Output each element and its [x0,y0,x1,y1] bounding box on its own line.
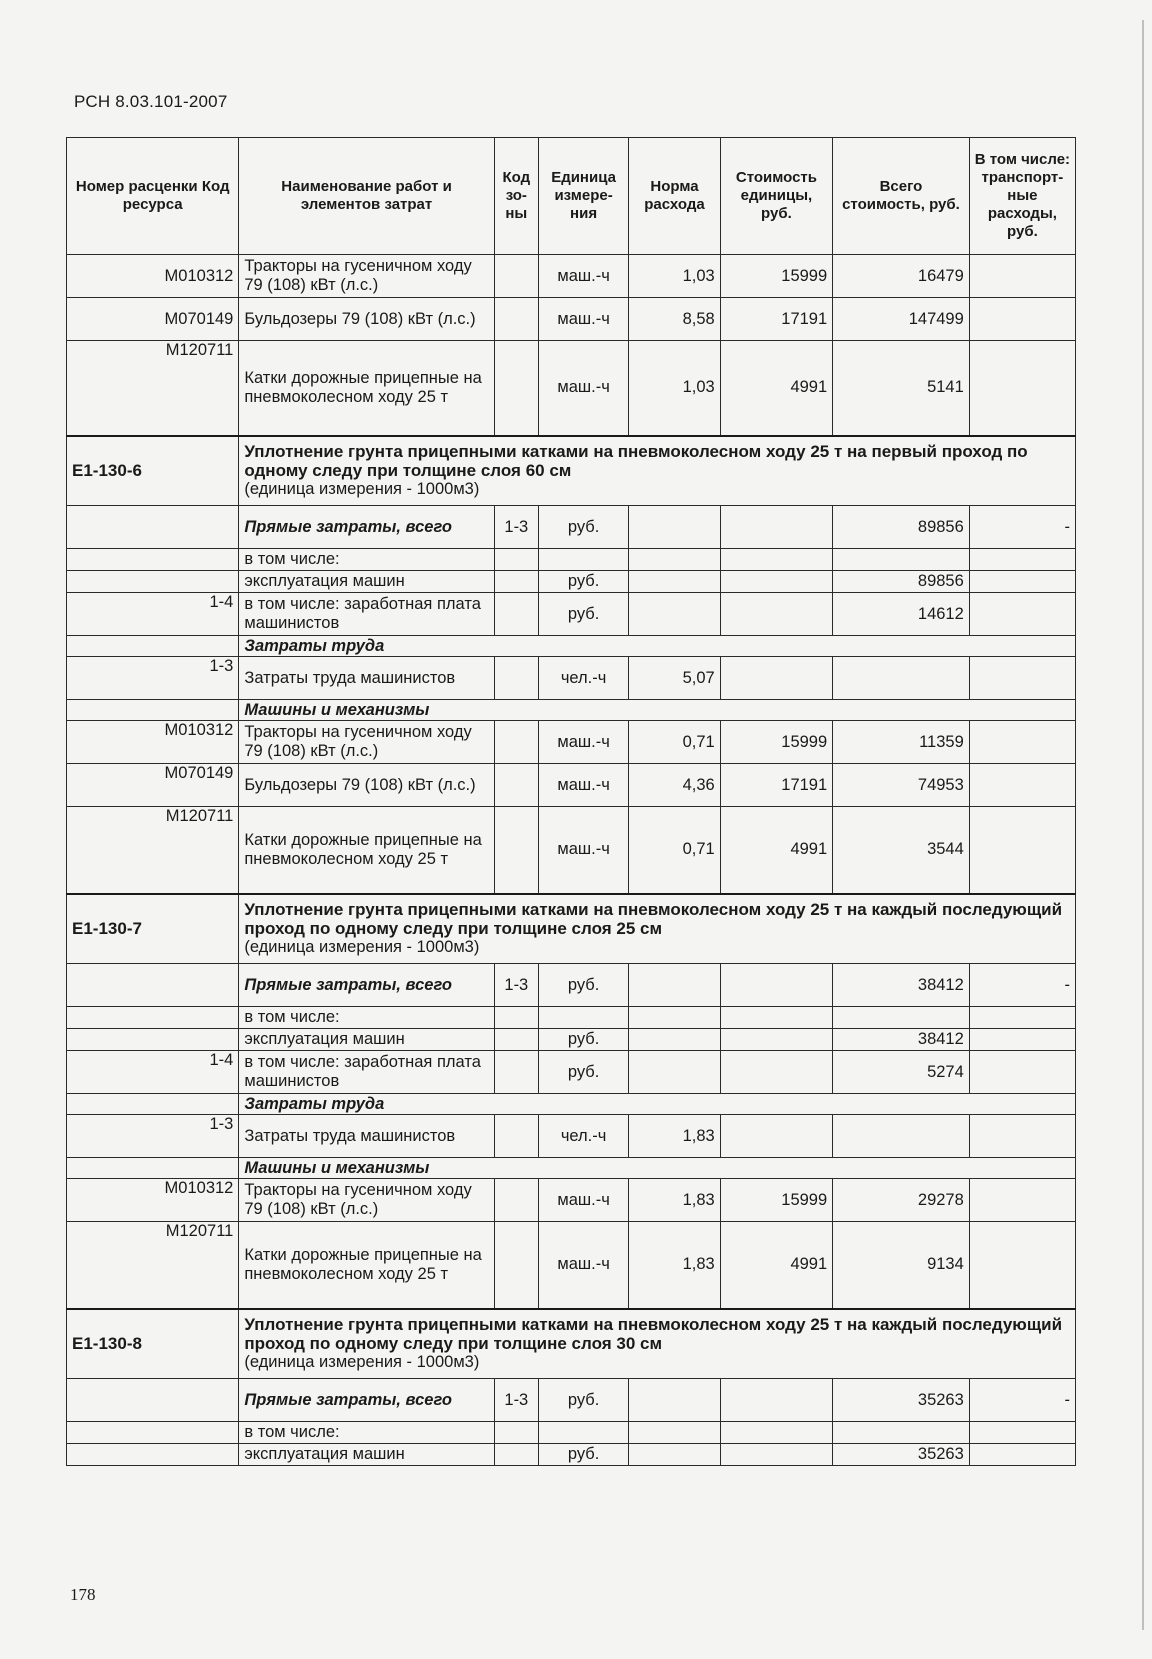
norm-cell: 4,36 [629,764,720,807]
table-row [67,721,1076,764]
table-row [67,1222,1076,1309]
total-cell: 38412 [833,964,970,1007]
empty-cell [833,549,970,571]
empty-cell [720,506,832,549]
total-cell: 38412 [833,1029,970,1051]
price-cell: 15999 [720,721,832,764]
resource-code: М120711 [67,341,239,436]
unit-cell: маш.-ч [538,807,628,894]
direct-costs-row [67,1379,1076,1422]
machine-operation-label: эксплуатация машин [239,571,494,593]
table-row [67,807,1076,894]
resource-name: Катки дорожные прицепные на пневмоколесном ходу 25 т [239,341,494,436]
total-cell: 89856 [833,506,970,549]
empty-cell [629,964,720,1007]
empty-cell [629,593,720,636]
empty-cell [67,636,239,657]
unit-cell: руб. [538,571,628,593]
empty-cell [538,549,628,571]
section-title: Уплотнение грунта прицепными катками на пневмоколесном ходу 25 т на первый проход по одному следу при толщине слоя 60 см [244,442,1028,481]
resource-name: Тракторы на гусеничном ходу 79 (108) кВт (л.с.) [239,1179,494,1222]
subheader-row [67,1094,1076,1115]
unit-cell: маш.-ч [538,255,628,298]
unit-cell: маш.-ч [538,298,628,341]
unit-cell: руб. [538,1051,628,1094]
empty-cell [969,593,1075,636]
zone-cell [494,298,538,341]
total-cell: 3544 [833,807,970,894]
section-header-row [67,1309,1076,1379]
empty-cell [67,1158,239,1179]
including-row [67,1007,1076,1029]
norm-cell: 1,03 [629,341,720,436]
empty-cell [494,571,538,593]
empty-cell [67,1029,239,1051]
price-cell: 4991 [720,1222,832,1309]
norm-cell: 0,71 [629,721,720,764]
transport-cell [969,298,1075,341]
empty-cell [720,1007,832,1029]
transport-cell [969,341,1075,436]
total-cell: 147499 [833,298,970,341]
resource-code: М010312 [67,255,239,298]
empty-cell [494,1222,538,1309]
empty-cell [629,549,720,571]
col-header-unit: Единица измере-ния [538,138,628,255]
empty-cell [720,1422,832,1444]
salary-row [67,1051,1076,1094]
resource-code: М010312 [67,1179,239,1222]
empty-cell [629,1051,720,1094]
zone-cell [494,255,538,298]
direct-costs-label: Прямые затраты, всего [239,964,494,1007]
transport-cell [969,255,1075,298]
resource-code: 1-4 [67,1051,239,1094]
empty-cell [720,1444,832,1466]
resource-name: Тракторы на гусеничном ходу 79 (108) кВт (л.с.) [239,255,494,298]
resource-name: Бульдозеры 79 (108) кВт (л.с.) [239,764,494,807]
unit-cell: руб. [538,1029,628,1051]
empty-cell [969,1444,1075,1466]
labor-label: Затраты труда машинистов [239,1115,494,1158]
total-cell: 74953 [833,764,970,807]
col-header-norm: Норма расхода [629,138,720,255]
unit-cell: маш.-ч [538,1222,628,1309]
direct-costs-label: Прямые затраты, всего [239,506,494,549]
empty-cell [67,1444,239,1466]
section-title-cell [239,1309,1076,1379]
price-cell: 17191 [720,298,832,341]
empty-cell [720,571,832,593]
empty-cell [720,1379,832,1422]
empty-cell [629,1444,720,1466]
labor-label: Затраты труда машинистов [239,657,494,700]
total-cell: 9134 [833,1222,970,1309]
norm-cell: 1,83 [629,1179,720,1222]
empty-cell [720,1051,832,1094]
total-cell: 11359 [833,721,970,764]
empty-cell [67,571,239,593]
machine-operation-label: эксплуатация машин [239,1029,494,1051]
total-cell: 5141 [833,341,970,436]
salary-row [67,593,1076,636]
transport-cell: - [969,964,1075,1007]
empty-cell [969,549,1075,571]
empty-cell [67,700,239,721]
total-cell: 35263 [833,1379,970,1422]
empty-cell [720,657,832,700]
empty-cell [629,1029,720,1051]
empty-cell [969,1222,1075,1309]
total-cell: 29278 [833,1179,970,1222]
empty-cell [720,593,832,636]
rate-code: Е1-130-6 [67,436,239,506]
total-cell: 14612 [833,593,970,636]
empty-cell [494,593,538,636]
empty-cell [969,1029,1075,1051]
empty-cell [494,657,538,700]
price-cell: 4991 [720,807,832,894]
empty-cell [67,506,239,549]
empty-cell [494,1444,538,1466]
salary-label: в том числе: заработная плата машинистов [239,593,494,636]
unit-cell: руб. [538,506,628,549]
empty-cell [629,1007,720,1029]
empty-cell [969,807,1075,894]
empty-cell [494,1007,538,1029]
empty-cell [67,549,239,571]
empty-cell [538,1007,628,1029]
resource-name: Бульдозеры 79 (108) кВт (л.с.) [239,298,494,341]
empty-cell [969,1007,1075,1029]
unit-cell: чел.-ч [538,1115,628,1158]
table-row [67,1179,1076,1222]
machine-operation-label: эксплуатация машин [239,1444,494,1466]
direct-costs-label: Прямые затраты, всего [239,1379,494,1422]
empty-cell [629,1379,720,1422]
direct-costs-row [67,964,1076,1007]
resource-code: М070149 [67,298,239,341]
unit-cell: маш.-ч [538,1179,628,1222]
resource-code: 1-3 [67,1115,239,1158]
table-row [67,298,1076,341]
labor-row [67,1115,1076,1158]
section-title: Уплотнение грунта прицепными катками на пневмоколесном ходу 25 т на каждый последующий проход по одному следу при толщине слоя 25 см [244,900,1063,939]
unit-cell: чел.-ч [538,657,628,700]
section-header-row [67,436,1076,506]
subheader-row [67,1158,1076,1179]
section-title: Уплотнение грунта прицепными катками на пневмоколесном ходу 25 т на каждый последующий проход по одному следу при толщине слоя 30 см [244,1315,1063,1354]
resource-name: Тракторы на гусеничном ходу 79 (108) кВт (л.с.) [239,721,494,764]
transport-cell: - [969,1379,1075,1422]
empty-cell [494,1422,538,1444]
empty-cell [720,549,832,571]
total-cell: 35263 [833,1444,970,1466]
price-cell: 15999 [720,255,832,298]
table-row [67,764,1076,807]
empty-cell [833,1422,970,1444]
total-cell: 89856 [833,571,970,593]
machine-operation-row [67,1029,1076,1051]
page-number: 178 [70,1585,96,1604]
norm-cell: 0,71 [629,807,720,894]
subheader-row [67,636,1076,657]
empty-cell [494,549,538,571]
machine-operation-row [67,571,1076,593]
norm-cell: 1,03 [629,255,720,298]
labor-costs-header: Затраты труда [239,636,1076,657]
empty-cell [969,571,1075,593]
col-header-total: Всего стоимость, руб. [833,138,970,255]
price-cell: 4991 [720,341,832,436]
including-row [67,1422,1076,1444]
salary-label: в том числе: заработная плата машинистов [239,1051,494,1094]
col-header-zone: Код зо-ны [494,138,538,255]
transport-cell: - [969,506,1075,549]
empty-cell [969,1179,1075,1222]
price-cell: 15999 [720,1179,832,1222]
total-cell: 5274 [833,1051,970,1094]
empty-cell [720,964,832,1007]
total-cell: 16479 [833,255,970,298]
section-unit-note: (единица измерения - 1000м3) [244,1353,480,1372]
including-label: в том числе: [239,549,494,571]
machine-operation-row [67,1444,1076,1466]
section-title-cell [239,436,1076,506]
section-unit-note: (единица измерения - 1000м3) [244,938,480,957]
empty-cell [629,506,720,549]
including-label: в том числе: [239,1422,494,1444]
resource-code: 1-4 [67,593,239,636]
unit-cell: маш.-ч [538,341,628,436]
table-row [67,255,1076,298]
norm-cell: 5,07 [629,657,720,700]
empty-cell [67,1379,239,1422]
resource-name: Катки дорожные прицепные на пневмоколесном ходу 25 т [239,1222,494,1309]
empty-cell [494,1179,538,1222]
including-label: в том числе: [239,1007,494,1029]
empty-cell [538,1422,628,1444]
empty-cell [629,1422,720,1444]
zone-cell: 1-3 [494,1379,538,1422]
unit-cell: руб. [538,593,628,636]
section-unit-note: (единица измерения - 1000м3) [244,480,480,499]
unit-cell: руб. [538,1379,628,1422]
empty-cell [67,1094,239,1115]
price-cell: 17191 [720,764,832,807]
col-header-name: Наименование работ и элементов затрат [239,138,494,255]
empty-cell [67,1007,239,1029]
resource-code: М010312 [67,721,239,764]
col-header-transport: В том числе: транспорт-ные расходы, руб. [969,138,1075,255]
empty-cell [969,657,1075,700]
empty-cell [67,964,239,1007]
section-header-row [67,894,1076,964]
empty-cell [969,721,1075,764]
empty-cell [494,764,538,807]
table-header-row [67,138,1076,255]
zone-cell: 1-3 [494,964,538,1007]
empty-cell [494,1115,538,1158]
direct-costs-row [67,506,1076,549]
unit-cell: маш.-ч [538,764,628,807]
table-row [67,341,1076,436]
subheader-row [67,700,1076,721]
labor-row [67,657,1076,700]
empty-cell [969,1115,1075,1158]
empty-cell [833,657,970,700]
empty-cell [67,1422,239,1444]
empty-cell [833,1115,970,1158]
unit-cell: руб. [538,1444,628,1466]
resource-name: Катки дорожные прицепные на пневмоколесном ходу 25 т [239,807,494,894]
section-title-cell [239,894,1076,964]
machines-header: Машины и механизмы [239,700,1076,721]
col-header-code: Номер расценки Код ресурса [67,138,239,255]
empty-cell [494,1051,538,1094]
empty-cell [494,807,538,894]
resource-code: М120711 [67,1222,239,1309]
empty-cell [494,721,538,764]
empty-cell [833,1007,970,1029]
zone-cell: 1-3 [494,506,538,549]
norm-cell: 1,83 [629,1115,720,1158]
resource-code: 1-3 [67,657,239,700]
empty-cell [969,764,1075,807]
empty-cell [629,571,720,593]
empty-cell [969,1051,1075,1094]
col-header-unit-price: Стоимость единицы, руб. [720,138,832,255]
zone-cell [494,341,538,436]
resource-code: М070149 [67,764,239,807]
machines-header: Машины и механизмы [239,1158,1076,1179]
norm-cell: 1,83 [629,1222,720,1309]
empty-cell [494,1029,538,1051]
resource-code: М120711 [67,807,239,894]
page-edge-line [1142,20,1144,1630]
rates-table [66,137,1076,1466]
empty-cell [720,1115,832,1158]
document-code: РСН 8.03.101-2007 [74,92,228,111]
empty-cell [720,1029,832,1051]
unit-cell: маш.-ч [538,721,628,764]
norm-cell: 8,58 [629,298,720,341]
rate-code: Е1-130-8 [67,1309,239,1379]
rate-code: Е1-130-7 [67,894,239,964]
unit-cell: руб. [538,964,628,1007]
labor-costs-header: Затраты труда [239,1094,1076,1115]
including-row [67,549,1076,571]
empty-cell [969,1422,1075,1444]
